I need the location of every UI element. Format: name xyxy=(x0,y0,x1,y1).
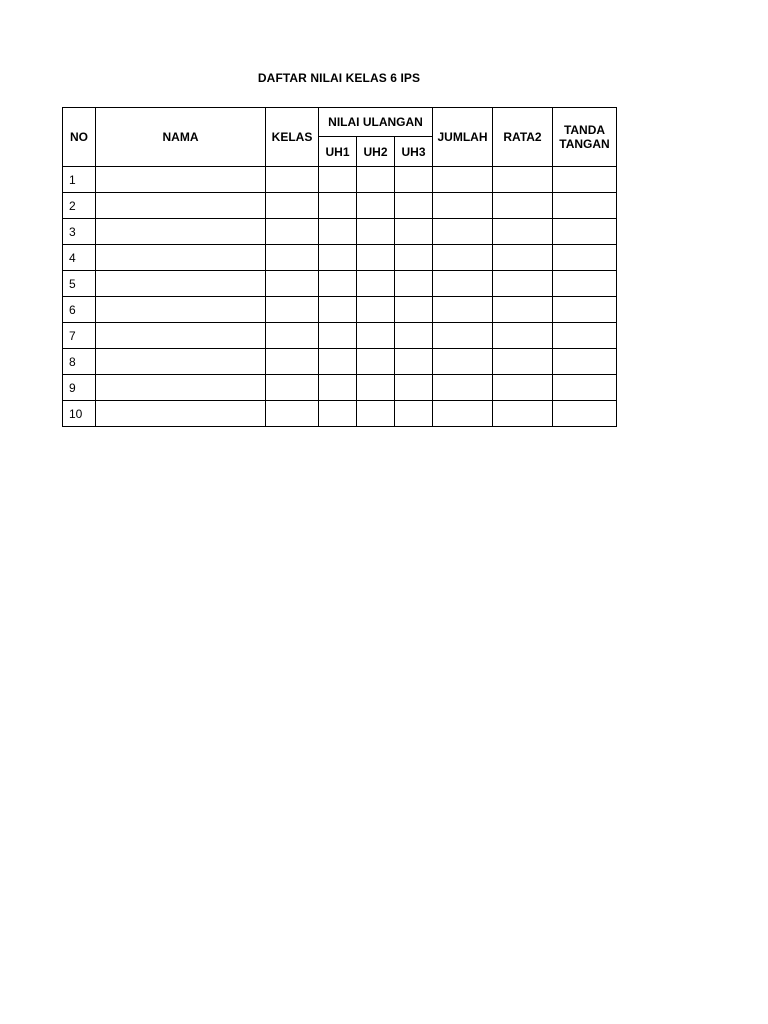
cell-jumlah[interactable] xyxy=(433,401,493,427)
cell-nama[interactable] xyxy=(96,245,266,271)
cell-uh3[interactable] xyxy=(395,245,433,271)
cell-tanda-tangan[interactable] xyxy=(553,401,617,427)
cell-uh2[interactable] xyxy=(357,219,395,245)
header-uh1: UH1 xyxy=(319,137,357,167)
cell-uh3[interactable] xyxy=(395,167,433,193)
cell-tanda-tangan[interactable] xyxy=(553,349,617,375)
header-uh3: UH3 xyxy=(395,137,433,167)
cell-uh3[interactable] xyxy=(395,271,433,297)
cell-uh1[interactable] xyxy=(319,349,357,375)
header-kelas: KELAS xyxy=(266,108,319,167)
cell-kelas[interactable] xyxy=(266,323,319,349)
cell-nama[interactable] xyxy=(96,349,266,375)
cell-nama[interactable] xyxy=(96,323,266,349)
header-tanda-tangan-line1: TANDA xyxy=(563,123,606,137)
table-row xyxy=(63,297,617,323)
cell-tanda-tangan[interactable] xyxy=(553,219,617,245)
cell-tanda-tangan[interactable] xyxy=(553,375,617,401)
cell-no: 7 xyxy=(63,323,96,349)
header-rata2: RATA2 xyxy=(493,108,553,167)
cell-no: 8 xyxy=(63,349,96,375)
table-row xyxy=(63,219,617,245)
cell-uh1[interactable] xyxy=(319,323,357,349)
cell-jumlah[interactable] xyxy=(433,297,493,323)
cell-kelas[interactable] xyxy=(266,193,319,219)
cell-uh3[interactable] xyxy=(395,219,433,245)
cell-uh2[interactable] xyxy=(357,323,395,349)
cell-nama[interactable] xyxy=(96,193,266,219)
cell-uh1[interactable] xyxy=(319,193,357,219)
table-row xyxy=(63,401,617,427)
cell-rata2[interactable] xyxy=(493,219,553,245)
cell-rata2[interactable] xyxy=(493,193,553,219)
cell-tanda-tangan[interactable] xyxy=(553,297,617,323)
cell-kelas[interactable] xyxy=(266,245,319,271)
cell-tanda-tangan[interactable] xyxy=(553,193,617,219)
cell-uh2[interactable] xyxy=(357,375,395,401)
cell-kelas[interactable] xyxy=(266,297,319,323)
cell-uh3[interactable] xyxy=(395,323,433,349)
cell-uh3[interactable] xyxy=(395,375,433,401)
cell-uh2[interactable] xyxy=(357,271,395,297)
cell-uh1[interactable] xyxy=(319,167,357,193)
cell-kelas[interactable] xyxy=(266,375,319,401)
cell-jumlah[interactable] xyxy=(433,167,493,193)
cell-uh1[interactable] xyxy=(319,271,357,297)
cell-rata2[interactable] xyxy=(493,271,553,297)
cell-uh2[interactable] xyxy=(357,193,395,219)
header-tanda-tangan-line2: TANGAN xyxy=(559,137,610,151)
cell-kelas[interactable] xyxy=(266,167,319,193)
cell-rata2[interactable] xyxy=(493,375,553,401)
cell-nama[interactable] xyxy=(96,375,266,401)
header-nilai-ulangan: NILAI ULANGAN xyxy=(319,108,433,137)
cell-uh2[interactable] xyxy=(357,167,395,193)
cell-no: 5 xyxy=(63,271,96,297)
cell-kelas[interactable] xyxy=(266,271,319,297)
cell-no: 4 xyxy=(63,245,96,271)
cell-nama[interactable] xyxy=(96,297,266,323)
table-row xyxy=(63,271,617,297)
cell-nama[interactable] xyxy=(96,271,266,297)
cell-uh3[interactable] xyxy=(395,193,433,219)
cell-nama[interactable] xyxy=(96,401,266,427)
cell-tanda-tangan[interactable] xyxy=(553,323,617,349)
cell-uh3[interactable] xyxy=(395,349,433,375)
header-uh2: UH2 xyxy=(357,137,395,167)
cell-no: 10 xyxy=(63,401,96,427)
cell-tanda-tangan[interactable] xyxy=(553,245,617,271)
cell-jumlah[interactable] xyxy=(433,375,493,401)
cell-rata2[interactable] xyxy=(493,349,553,375)
cell-rata2[interactable] xyxy=(493,245,553,271)
cell-kelas[interactable] xyxy=(266,219,319,245)
cell-uh1[interactable] xyxy=(319,375,357,401)
cell-tanda-tangan[interactable] xyxy=(553,271,617,297)
grades-table xyxy=(62,107,617,427)
cell-rata2[interactable] xyxy=(493,401,553,427)
cell-jumlah[interactable] xyxy=(433,245,493,271)
header-no: NO xyxy=(63,108,96,167)
cell-no: 1 xyxy=(63,167,96,193)
table-row xyxy=(63,193,617,219)
cell-uh2[interactable] xyxy=(357,349,395,375)
cell-kelas[interactable] xyxy=(266,349,319,375)
cell-nama[interactable] xyxy=(96,167,266,193)
cell-uh2[interactable] xyxy=(357,297,395,323)
cell-jumlah[interactable] xyxy=(433,323,493,349)
cell-rata2[interactable] xyxy=(493,167,553,193)
header-tanda-tangan xyxy=(553,108,617,167)
cell-tanda-tangan[interactable] xyxy=(553,167,617,193)
table-row xyxy=(63,245,617,271)
cell-kelas[interactable] xyxy=(266,401,319,427)
cell-uh1[interactable] xyxy=(319,219,357,245)
cell-uh1[interactable] xyxy=(319,297,357,323)
table-row xyxy=(63,167,617,193)
header-nama: NAMA xyxy=(96,108,266,167)
cell-uh2[interactable] xyxy=(357,401,395,427)
header-jumlah: JUMLAH xyxy=(433,108,493,167)
cell-uh3[interactable] xyxy=(395,401,433,427)
cell-nama[interactable] xyxy=(96,219,266,245)
cell-rata2[interactable] xyxy=(493,297,553,323)
cell-uh2[interactable] xyxy=(357,245,395,271)
cell-no: 6 xyxy=(63,297,96,323)
cell-uh3[interactable] xyxy=(395,297,433,323)
cell-rata2[interactable] xyxy=(493,323,553,349)
cell-no: 2 xyxy=(63,193,96,219)
cell-no: 3 xyxy=(63,219,96,245)
table-row xyxy=(63,349,617,375)
cell-no: 9 xyxy=(63,375,96,401)
cell-jumlah[interactable] xyxy=(433,349,493,375)
cell-uh1[interactable] xyxy=(319,245,357,271)
cell-uh1[interactable] xyxy=(319,401,357,427)
table-header-row xyxy=(63,108,617,137)
table-row xyxy=(63,323,617,349)
cell-jumlah[interactable] xyxy=(433,193,493,219)
table-row xyxy=(63,375,617,401)
cell-jumlah[interactable] xyxy=(433,219,493,245)
cell-jumlah[interactable] xyxy=(433,271,493,297)
page-title: DAFTAR NILAI KELAS 6 IPS xyxy=(257,71,421,85)
